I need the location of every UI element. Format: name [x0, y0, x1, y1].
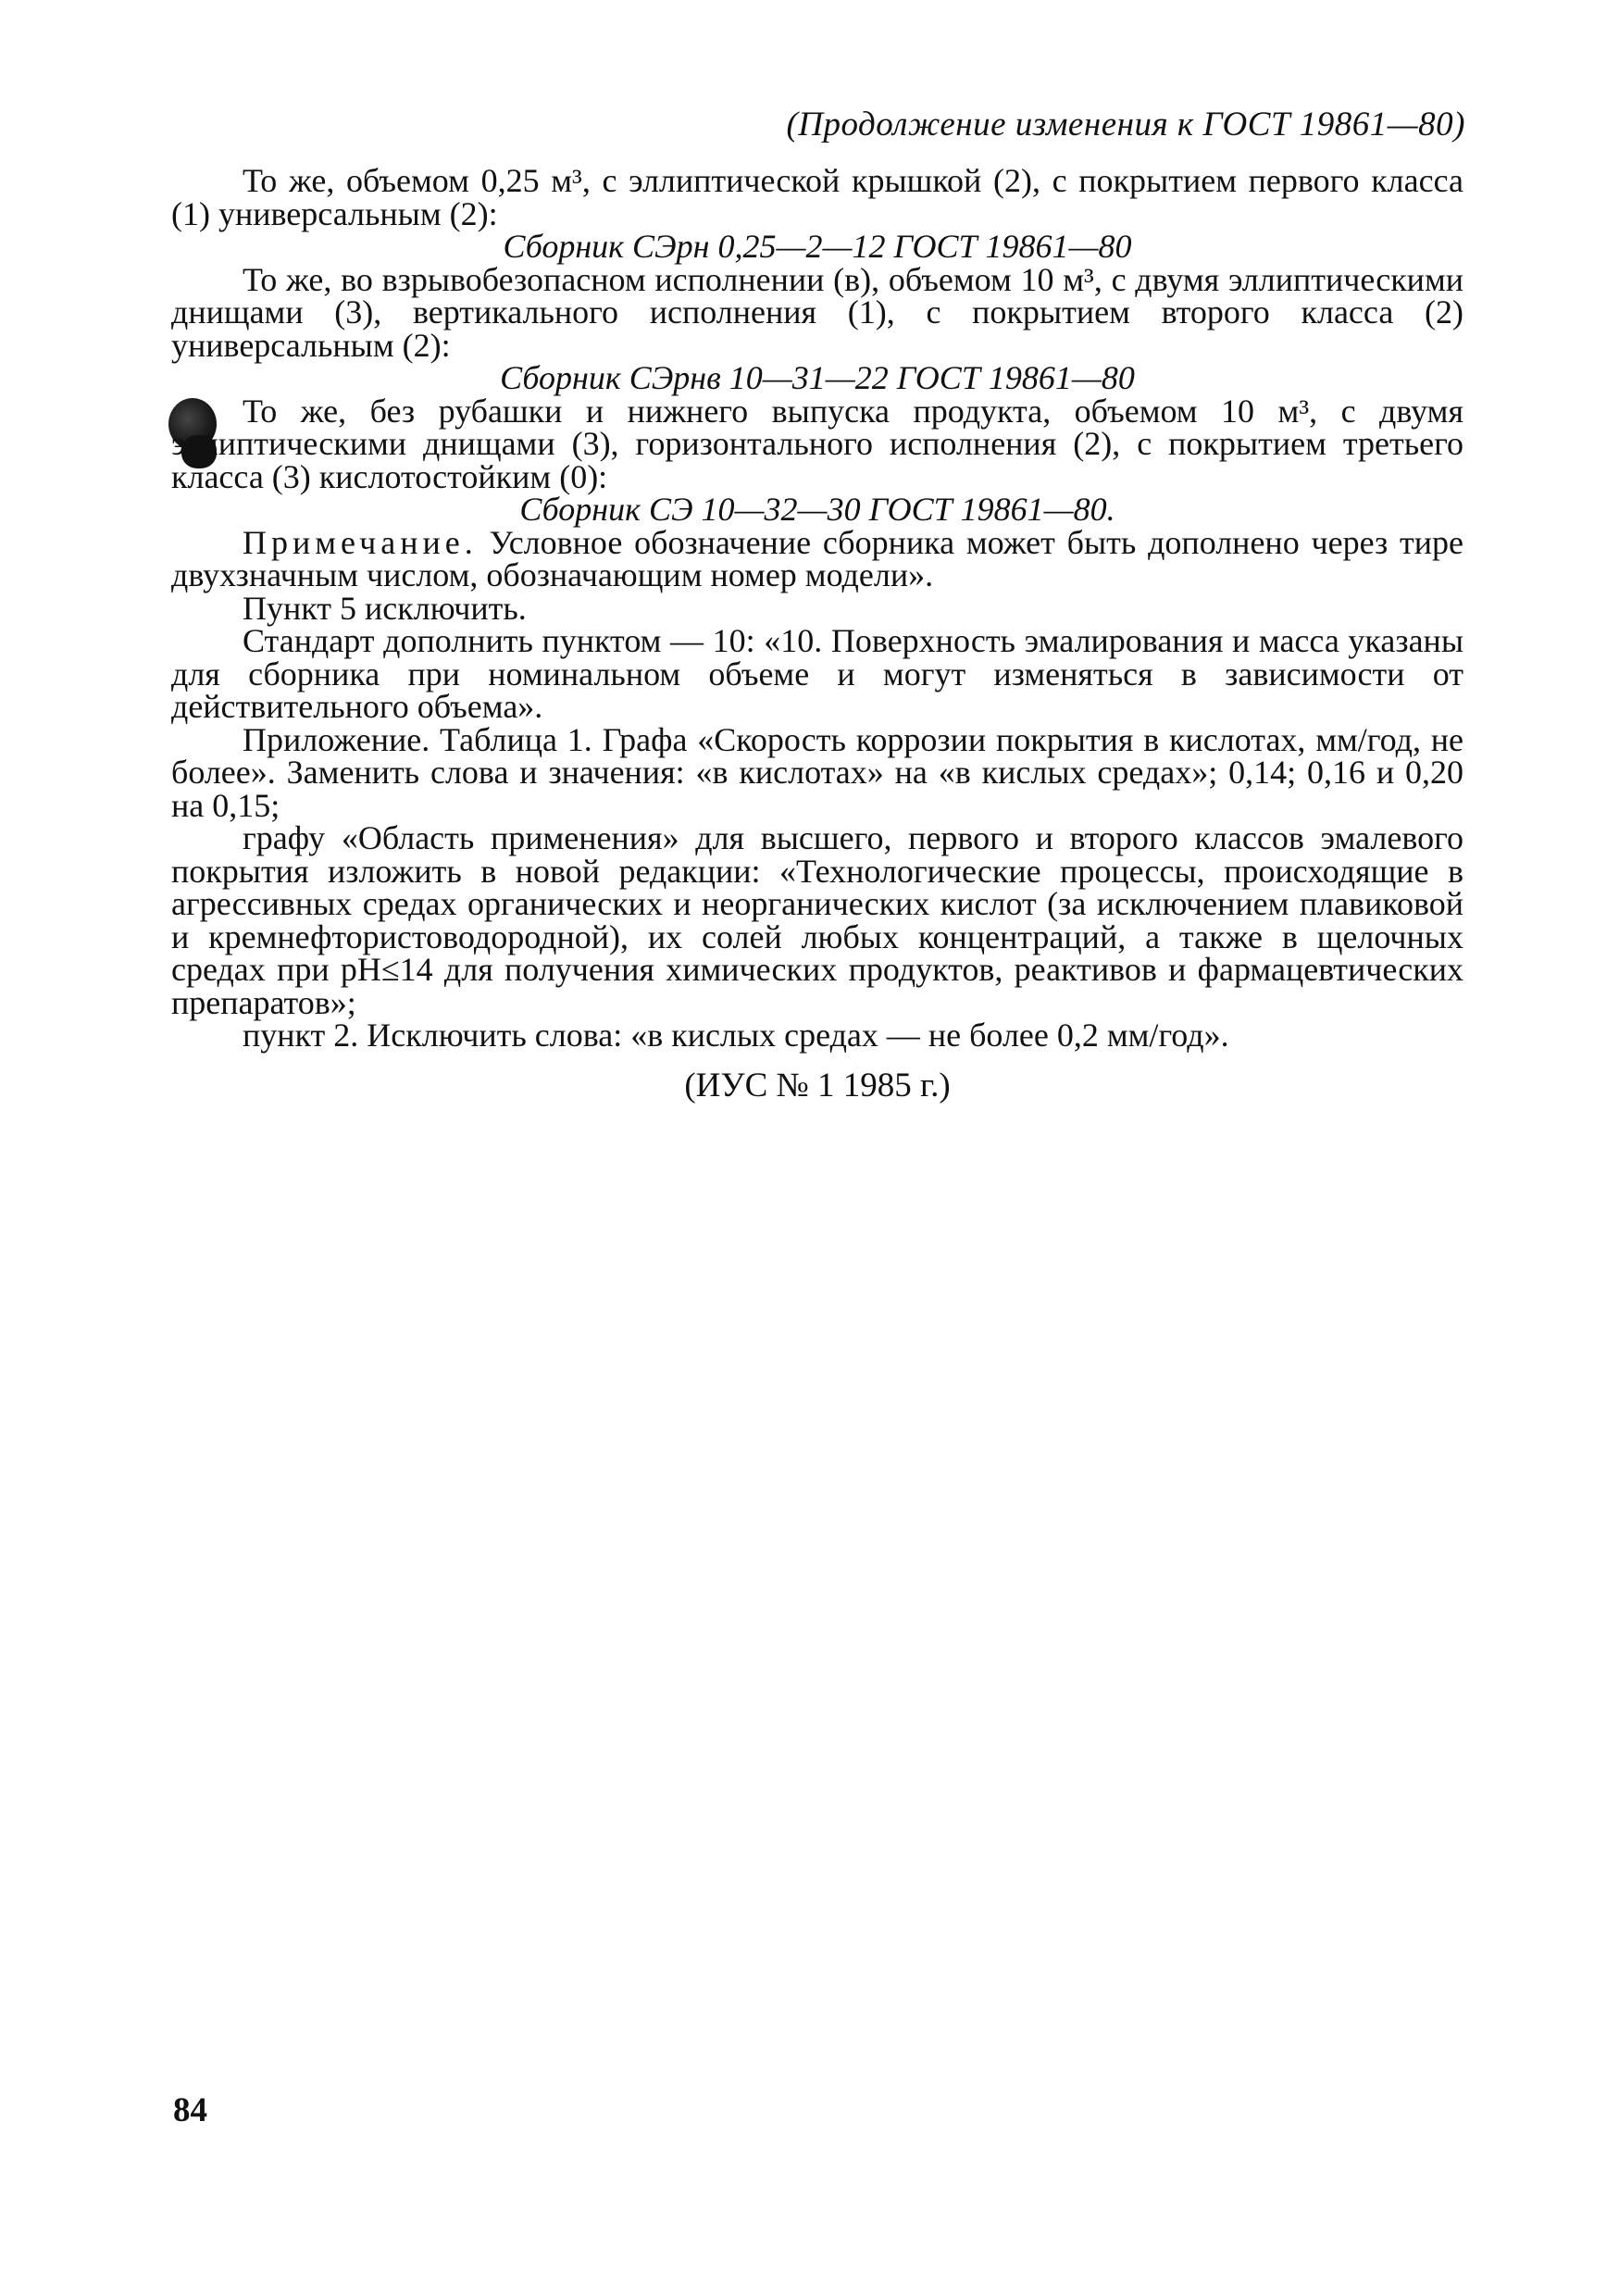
ius-reference: (ИУС № 1 1985 г.) — [684, 1066, 951, 1104]
designation-example: Сборник СЭрнв 10—31—22 ГОСТ 19861—80 — [500, 359, 1135, 396]
paragraph: Пункт 5 исключить. — [243, 589, 527, 627]
page-number: 84 — [173, 2091, 207, 2129]
paragraph: То же, без рубашки и нижнего выпуска продукта, объемом 10 м³, с двумя эллиптическими днищами (3), горизонтального исполнения (2), с покрытием третьего класса (3) кислотостойким (0): — [171, 392, 1463, 495]
paragraph: То же, объемом 0,25 м³, с эллиптической крышкой (2), с покрытием первого класса (1) универсальным (2): — [171, 162, 1463, 232]
document-body — [171, 162, 1463, 1104]
running-header: (Продолжение изменения к ГОСТ 19861—80) — [786, 106, 1465, 144]
note-text: Условное обозначение сборника может быть дополнено через тире двухзначным числом, обозначающим номер модели». — [171, 523, 1463, 593]
paragraph: графу «Область применения» для высшего, первого и второго классов эмалевого покрытия изложить в новой редакции: «Технологические процессы, происходящие в агрессивных средах органических и неорганических кислот (за исключением плавиковой и кремнефтористоводородной), их солей любых концентраций, а также в щелочных средах при pH≤14 для получения химических продуктов, реактивов и фармацевтических препаратов»; — [171, 819, 1463, 1021]
note-label: Примечание. — [243, 523, 478, 561]
designation-example: Сборник СЭ 10—32—30 ГОСТ 19861—80. — [519, 491, 1115, 528]
designation-example: Сборник СЭрн 0,25—2—12 ГОСТ 19861—80 — [503, 228, 1132, 265]
paragraph: То же, во взрывобезопасном исполнении (в), объемом 10 м³, с двумя эллиптическими днищами (3), вертикального исполнения (1), с покрытием второго класса (2) универсальным (2): — [171, 260, 1463, 364]
paragraph: пункт 2. Исключить слова: «в кислых средах — не более 0,2 мм/год». — [243, 1017, 1229, 1054]
note-paragraph — [171, 523, 1463, 593]
paragraph: Стандарт дополнить пунктом — 10: «10. Поверхность эмалирования и масса указаны для сборника при номинальном объеме и могут изменяться в зависимости от действительного объема». — [171, 622, 1463, 725]
paragraph: Приложение. Таблица 1. Графа «Скорость коррозии покрытия в кислотах, мм/год, не более». Заменить слова и значения: «в кислотах» на «в кислых средах»; 0,14; 0,16 и 0,20 на 0,15; — [171, 720, 1463, 824]
